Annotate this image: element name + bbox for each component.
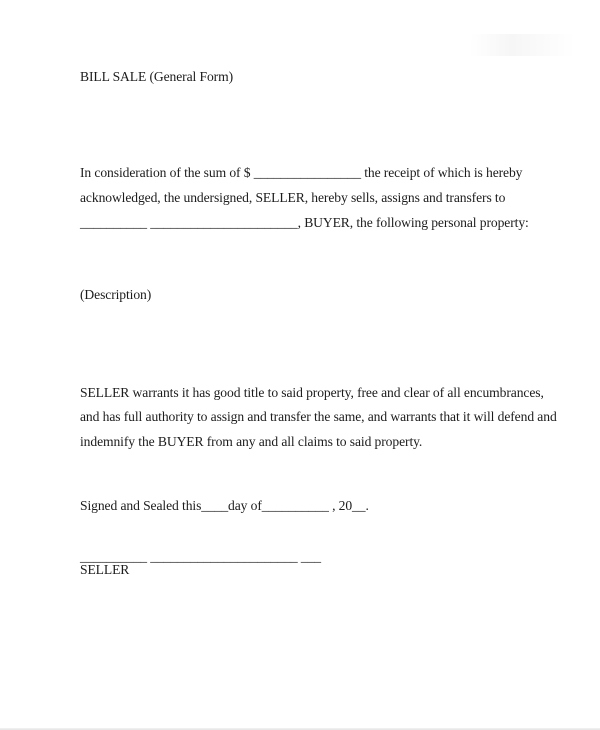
seller-signature-line: __________ ______________________ ___ — [80, 549, 321, 564]
seller-label: SELLER — [80, 562, 130, 577]
consideration-line: In consideration of the sum of $ ________________ the receipt of which is hereby — [80, 165, 523, 180]
warranty-line-1: SELLER warrants it has good title to said property, free and clear of all encumbrances, — [80, 385, 544, 400]
warranty-line-2: and has full authority to assign and transfer the same, and warrants that it will defend and — [80, 409, 557, 424]
buyer-line: __________ ______________________, BUYER, the following personal property: — [80, 215, 529, 230]
acknowledgement-line: acknowledged, the undersigned, SELLER, hereby sells, assigns and transfers to — [80, 190, 506, 205]
page-shadow — [470, 34, 575, 56]
signed-and-sealed-line: Signed and Sealed this____day of__________ , 20__. — [80, 498, 369, 513]
document-title: BILL SALE (General Form) — [80, 69, 234, 84]
warranty-line-3: indemnify the BUYER from any and all claims to said property. — [80, 434, 423, 449]
description-placeholder: (Description) — [80, 287, 152, 302]
